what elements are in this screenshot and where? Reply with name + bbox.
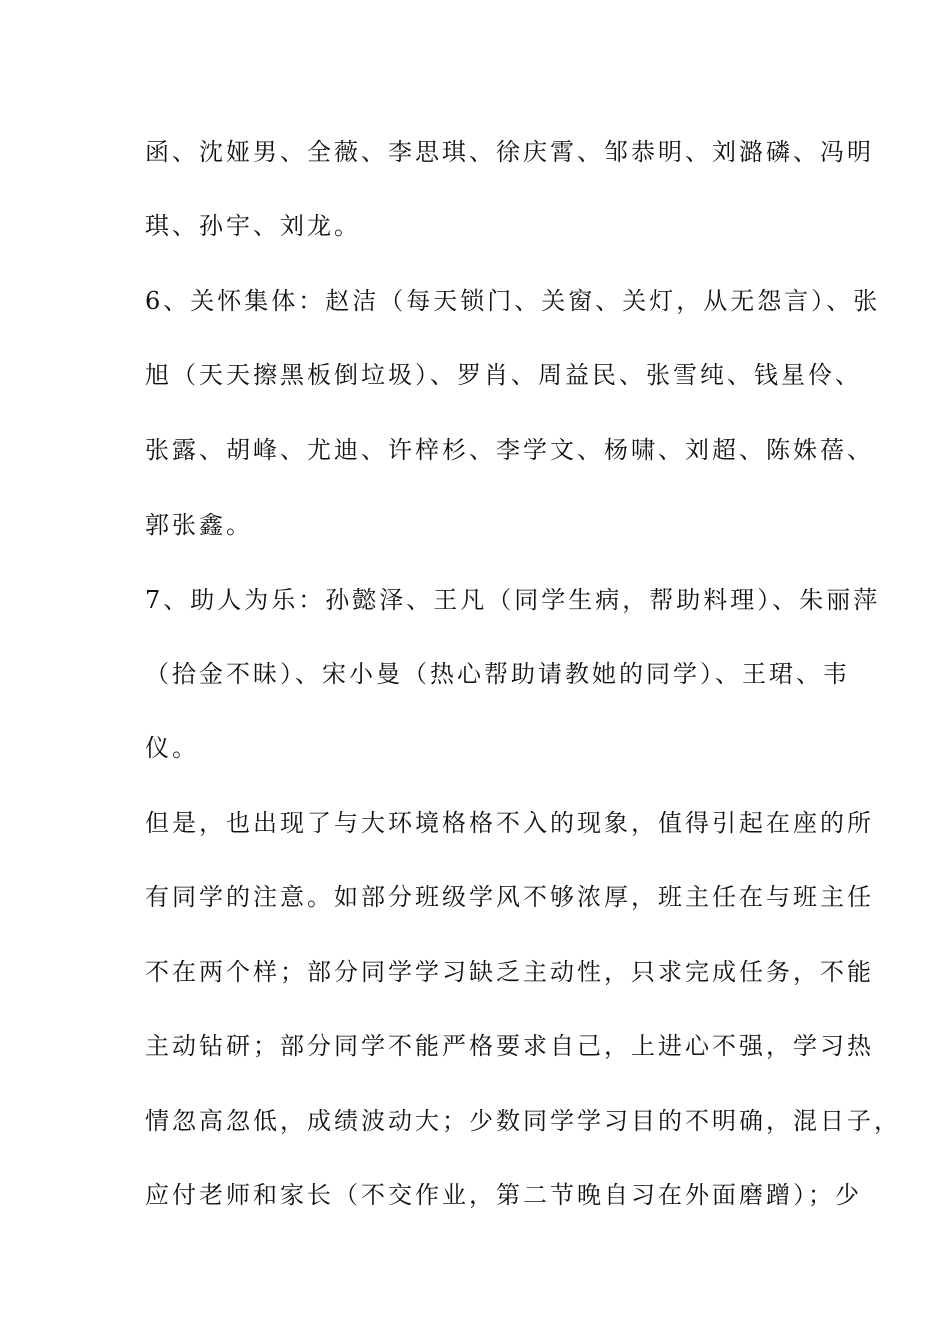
text-line: 6、关怀集体：赵洁（每天锁门、关窗、关灯，从无怨言）、张 (145, 287, 881, 315)
text-line: 函、沈娅男、全薇、李思琪、徐庆霄、邹恭明、刘潞磷、冯明 (145, 138, 874, 166)
text-line: （拾金不昧）、宋小曼（热心帮助请教她的同学）、王珺、韦 (145, 660, 850, 688)
text-line: 情忽高忽低，成绩波动大；少数同学学习目的不明确，混日子， (145, 1107, 901, 1135)
text-line: 郭张鑫。 (145, 511, 253, 539)
text-line: 旭（天天擦黑板倒垃圾）、罗肖、周益民、张雪纯、钱星伶、 (145, 361, 862, 389)
text-line: 张露、胡峰、尤迪、许梓杉、李学文、杨啸、刘超、陈姝蓓、 (145, 436, 874, 464)
text-line: 7、助人为乐：孙懿泽、王凡（同学生病，帮助料理）、朱丽萍 (145, 586, 881, 614)
text-line: 有同学的注意。如部分班级学风不够浓厚，班主任在与班主任 (145, 883, 874, 911)
text-line: 应付老师和家长（不交作业，第二节晚自习在外面磨蹭）；少 (145, 1181, 862, 1209)
text-line: 琪、孙宇、刘龙。 (145, 212, 361, 240)
text-line: 仪。 (145, 734, 199, 762)
text-line: 但是，也出现了与大环境格格不入的现象，值得引起在座的所 (145, 809, 874, 837)
text-line: 主动钻研；部分同学不能严格要求自己，上进心不强，学习热 (145, 1032, 874, 1060)
text-line: 不在两个样；部分同学学习缺乏主动性，只求完成任务，不能 (145, 958, 874, 986)
